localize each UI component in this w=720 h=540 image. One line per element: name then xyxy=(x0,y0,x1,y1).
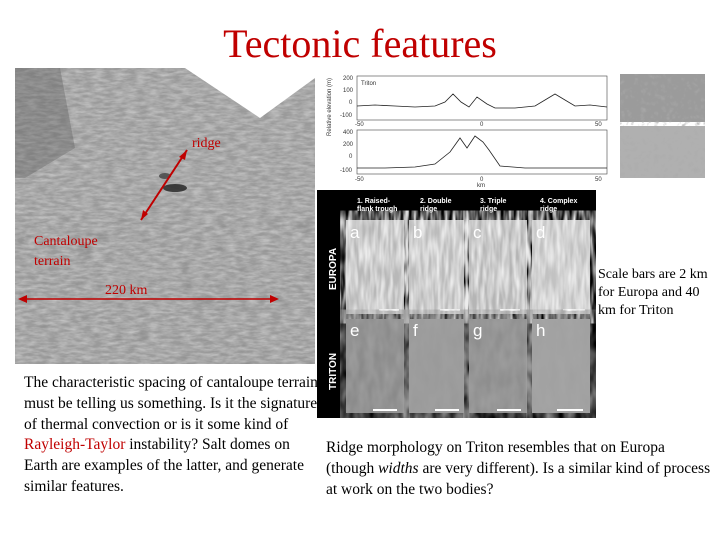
col-header-4: 4. Complex ridge xyxy=(540,198,578,213)
europa-side-label: EUROPA xyxy=(328,247,339,290)
svg-text:g: g xyxy=(473,321,483,340)
surface-thumbnails xyxy=(620,74,705,178)
svg-text:d: d xyxy=(536,223,546,242)
scale-bar-note: Scale bars are 2 km for Europa and 40 km for Triton xyxy=(598,267,708,318)
svg-text:km: km xyxy=(477,183,485,188)
svg-text:e: e xyxy=(350,321,360,340)
svg-text:50: 50 xyxy=(595,122,602,128)
col-header-2: 2. Double ridge xyxy=(420,198,452,213)
profile-top-label: Triton xyxy=(361,81,377,87)
right-paragraph: Ridge morphology on Triton resembles that on Europa (though widths are very different). Is a similar kind of process at work on the two bodies? xyxy=(326,439,711,498)
ridge-label: ridge xyxy=(192,136,221,151)
elevation-profiles xyxy=(325,72,613,188)
ridge-morphology-figure xyxy=(317,190,596,418)
svg-text:100: 100 xyxy=(343,88,354,94)
svg-text:0: 0 xyxy=(480,177,484,183)
triton-side-label: TRITON xyxy=(328,352,339,390)
svg-text:0: 0 xyxy=(349,154,353,160)
svg-text:-100: -100 xyxy=(340,168,353,174)
svg-text:0: 0 xyxy=(480,122,484,128)
y-axis-label: Relative elevation (m) xyxy=(327,77,333,136)
svg-text:-100: -100 xyxy=(340,113,353,119)
triton-surface-image xyxy=(15,68,315,364)
scale-220-label: 220 km xyxy=(105,283,148,298)
svg-text:200: 200 xyxy=(343,142,354,148)
svg-text:200: 200 xyxy=(343,76,354,82)
svg-text:f: f xyxy=(413,321,418,340)
rayleigh-taylor-highlight: Rayleigh-Taylor xyxy=(24,436,126,454)
svg-text:-50: -50 xyxy=(355,122,364,128)
svg-text:-50: -50 xyxy=(355,177,364,183)
svg-text:b: b xyxy=(413,223,423,242)
slide-title: Tectonic features xyxy=(223,21,497,66)
svg-text:a: a xyxy=(350,223,360,242)
svg-text:0: 0 xyxy=(349,100,353,106)
svg-text:50: 50 xyxy=(595,177,602,183)
left-paragraph: The characteristic spacing of cantaloupe terrain must be telling us something. Is it the signature of thermal convection or is it some kind of Rayleigh-Taylor instability? Salt domes on Earth are examples of the latter, and generate similar features. xyxy=(24,374,318,495)
cantaloupe-label: Cantaloupe terrain xyxy=(34,234,98,269)
svg-text:400: 400 xyxy=(343,130,354,136)
svg-text:h: h xyxy=(536,321,546,340)
svg-text:c: c xyxy=(473,223,482,242)
col-header-1: 1. Raised-flank trough xyxy=(357,198,398,213)
col-header-3: 3. Triple ridge xyxy=(480,198,507,213)
widths-emphasis: widths xyxy=(378,459,419,477)
